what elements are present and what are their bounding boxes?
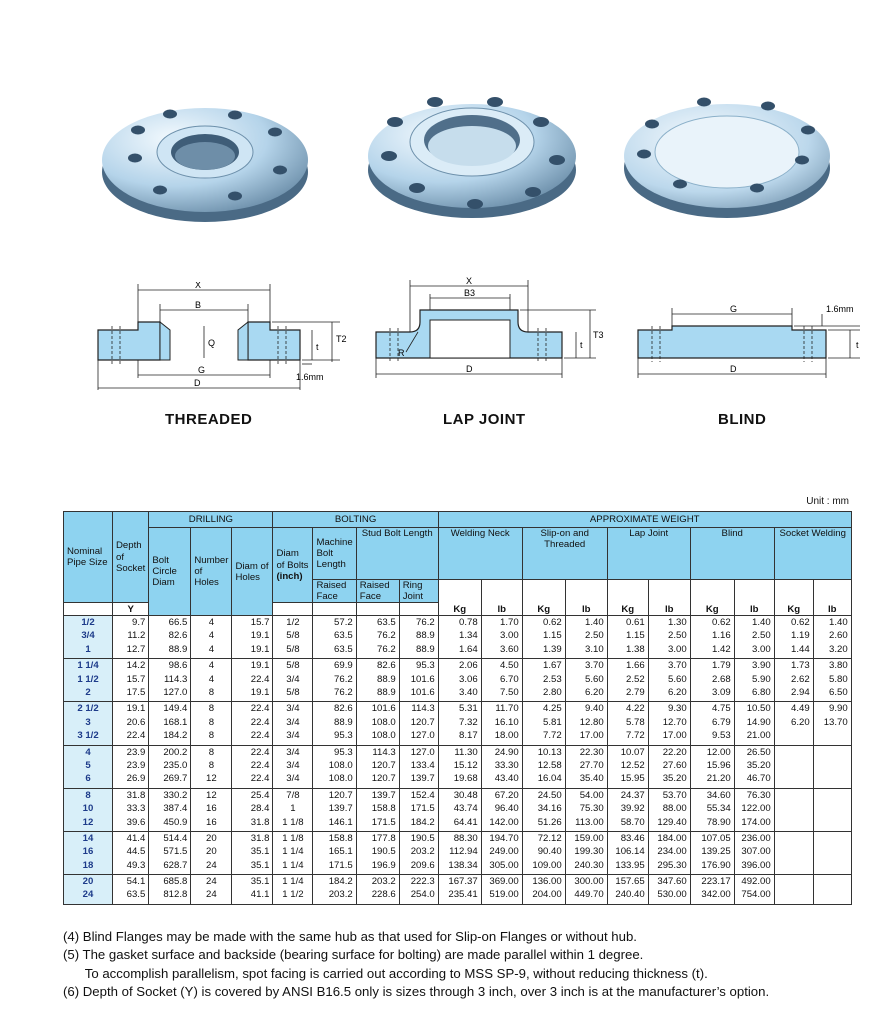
header-lb: lb bbox=[481, 580, 522, 616]
blind-drawing bbox=[632, 302, 872, 387]
cell-num-holes: 8 8 8 bbox=[191, 702, 232, 745]
cell-wn-lb: 24.90 33.30 43.40 bbox=[481, 745, 522, 788]
footnotes bbox=[63, 928, 769, 1002]
cell-bl-lb: 236.00 307.00 396.00 bbox=[734, 831, 774, 874]
cell-so-lb: 9.40 12.80 17.00 bbox=[565, 702, 607, 745]
cell-bolt-circle: 514.4 571.5 628.7 bbox=[149, 831, 191, 874]
cell-stud-rj: 127.0 133.4 139.7 bbox=[399, 745, 438, 788]
cell-wn-kg: 88.30 112.94 138.34 bbox=[438, 831, 481, 874]
cell-wn-kg: 30.48 43.74 64.41 bbox=[438, 788, 481, 831]
cell-wn-kg: 2.06 3.06 3.40 bbox=[438, 659, 481, 702]
cell-wn-lb: 369.00 519.00 bbox=[481, 875, 522, 905]
lap-joint-drawing bbox=[370, 276, 610, 391]
cell-wn-lb: 11.70 16.10 18.00 bbox=[481, 702, 522, 745]
header-approx-weight: APPROXIMATE WEIGHT bbox=[438, 512, 851, 528]
cell-machine-bolt: 158.8 165.1 171.5 bbox=[313, 831, 356, 874]
table-row-group bbox=[64, 831, 852, 874]
cell-depth: 54.1 63.5 bbox=[113, 875, 149, 905]
cell-diam-bolts: 5/8 3/4 5/8 bbox=[273, 659, 313, 702]
blind-flange-photo bbox=[622, 96, 832, 221]
header-machine-bolt: Machine Bolt Length bbox=[313, 528, 356, 580]
cell-so-lb: 54.00 75.30 113.00 bbox=[565, 788, 607, 831]
cell-lj-lb: 184.00 234.00 295.30 bbox=[648, 831, 690, 874]
cell-bl-kg: 34.60 55.34 78.90 bbox=[690, 788, 734, 831]
cell-stud-rf: 63.5 76.2 76.2 bbox=[356, 616, 399, 659]
cell-sw-lb: 9.90 13.70 bbox=[813, 702, 851, 745]
label-d: D bbox=[194, 378, 201, 388]
cell-sw-kg bbox=[774, 831, 813, 874]
cell-diam-holes: 19.1 22.4 19.1 bbox=[232, 659, 273, 702]
label-t2: T2 bbox=[336, 334, 347, 344]
lap-joint-flange-photo bbox=[365, 92, 580, 222]
cell-bolt-circle: 685.8 812.8 bbox=[149, 875, 191, 905]
header-lb: lb bbox=[648, 580, 690, 616]
cell-lj-kg: 0.61 1.15 1.38 bbox=[607, 616, 648, 659]
table-row-group bbox=[64, 702, 852, 745]
cell-diam-holes: 25.4 28.4 31.8 bbox=[232, 788, 273, 831]
header-slip-on: Slip-on and Threaded bbox=[522, 528, 607, 580]
cell-stud-rj: 95.3 101.6 101.6 bbox=[399, 659, 438, 702]
cell-lj-kg: 157.65 240.40 bbox=[607, 875, 648, 905]
cell-bl-lb: 3.90 5.90 6.80 bbox=[734, 659, 774, 702]
caption-threaded: THREADED bbox=[165, 411, 253, 428]
cell-stud-rf: 114.3 120.7 120.7 bbox=[356, 745, 399, 788]
header-diam-bolts: Diam of Bolts (inch) bbox=[273, 528, 313, 603]
cell-wn-kg: 5.31 7.32 8.17 bbox=[438, 702, 481, 745]
cell-size: 2 1/2 3 3 1/2 bbox=[64, 702, 113, 745]
label-t: t bbox=[316, 342, 319, 352]
cell-wn-lb: 67.20 96.40 142.00 bbox=[481, 788, 522, 831]
cell-bolt-circle: 98.6 114.3 127.0 bbox=[149, 659, 191, 702]
header-welding-neck: Welding Neck bbox=[438, 528, 522, 580]
cell-lj-lb: 347.60 530.00 bbox=[648, 875, 690, 905]
cell-bl-lb: 26.50 35.20 46.70 bbox=[734, 745, 774, 788]
cell-wn-kg: 167.37 235.41 bbox=[438, 875, 481, 905]
cell-sw-kg: 1.73 2.62 2.94 bbox=[774, 659, 813, 702]
cell-bl-kg: 12.00 15.96 21.20 bbox=[690, 745, 734, 788]
cell-sw-lb: 1.40 2.60 3.20 bbox=[813, 616, 851, 659]
cell-num-holes: 4 4 8 bbox=[191, 659, 232, 702]
cell-so-lb: 3.70 5.60 6.20 bbox=[565, 659, 607, 702]
cell-bl-kg: 1.79 2.68 3.09 bbox=[690, 659, 734, 702]
table-row-group bbox=[64, 659, 852, 702]
cell-so-kg: 24.50 34.16 51.26 bbox=[522, 788, 565, 831]
cell-so-kg: 4.25 5.81 7.72 bbox=[522, 702, 565, 745]
cell-machine-bolt: 95.3 108.0 108.0 bbox=[313, 745, 356, 788]
cell-diam-holes: 31.8 35.1 35.1 bbox=[232, 831, 273, 874]
cell-size: 8 10 12 bbox=[64, 788, 113, 831]
cell-stud-rj: 222.3 254.0 bbox=[399, 875, 438, 905]
cell-depth: 19.1 20.6 22.4 bbox=[113, 702, 149, 745]
label-gap: 1.6mm bbox=[296, 372, 324, 382]
header-drilling: DRILLING bbox=[149, 512, 273, 528]
caption-blind: BLIND bbox=[718, 411, 767, 428]
cell-num-holes: 4 4 4 bbox=[191, 616, 232, 659]
header-stud-bolt: Stud Bolt Length bbox=[356, 528, 438, 580]
cell-so-kg: 1.67 2.53 2.80 bbox=[522, 659, 565, 702]
cell-depth: 9.7 11.2 12.7 bbox=[113, 616, 149, 659]
cell-sw-lb bbox=[813, 788, 851, 831]
cell-machine-bolt: 57.2 63.5 63.5 bbox=[313, 616, 356, 659]
header-kg: Kg bbox=[522, 580, 565, 616]
cell-num-holes: 20 20 24 bbox=[191, 831, 232, 874]
cell-lj-lb: 1.30 2.50 3.00 bbox=[648, 616, 690, 659]
header-lap-joint: Lap Joint bbox=[607, 528, 690, 580]
cell-lj-lb: 53.70 88.00 129.40 bbox=[648, 788, 690, 831]
header-bolting: BOLTING bbox=[273, 512, 438, 528]
cell-sw-lb bbox=[813, 875, 851, 905]
header-diam-holes: Diam of Holes bbox=[232, 528, 273, 616]
cell-bl-kg: 4.75 6.79 9.53 bbox=[690, 702, 734, 745]
label-q: Q bbox=[208, 338, 216, 348]
threaded-drawing bbox=[90, 282, 360, 402]
cell-bolt-circle: 149.4 168.1 184.2 bbox=[149, 702, 191, 745]
cell-lj-kg: 4.22 5.78 7.72 bbox=[607, 702, 648, 745]
cell-wn-lb: 1.70 3.00 3.60 bbox=[481, 616, 522, 659]
cell-machine-bolt: 120.7 139.7 146.1 bbox=[313, 788, 356, 831]
cell-lj-lb: 9.30 12.70 17.00 bbox=[648, 702, 690, 745]
cell-stud-rf: 101.6 108.0 108.0 bbox=[356, 702, 399, 745]
cell-stud-rf: 82.6 88.9 88.9 bbox=[356, 659, 399, 702]
cell-sw-lb: 3.80 5.80 6.50 bbox=[813, 659, 851, 702]
label-b3: B3 bbox=[464, 288, 476, 298]
cell-wn-kg: 0.78 1.34 1.64 bbox=[438, 616, 481, 659]
label-g: G bbox=[198, 365, 206, 375]
header-kg: Kg bbox=[690, 580, 734, 616]
label-x: X bbox=[466, 276, 473, 286]
cell-sw-kg bbox=[774, 788, 813, 831]
cell-size: 14 16 18 bbox=[64, 831, 113, 874]
note-4: (4) Blind Flanges may be made with the same hub as that used for Slip-on Flanges or without hub. bbox=[63, 929, 637, 944]
cell-bl-lb: 492.00 754.00 bbox=[734, 875, 774, 905]
caption-lap-joint: LAP JOINT bbox=[443, 411, 526, 428]
header-blind: Blind bbox=[690, 528, 774, 580]
cell-bl-lb: 76.30 122.00 174.00 bbox=[734, 788, 774, 831]
cell-num-holes: 24 24 bbox=[191, 875, 232, 905]
cell-sw-kg bbox=[774, 875, 813, 905]
header-lb: lb bbox=[813, 580, 851, 616]
cell-lj-lb: 3.70 5.60 6.20 bbox=[648, 659, 690, 702]
cell-diam-bolts: 1/2 5/8 5/8 bbox=[273, 616, 313, 659]
table-row-group bbox=[64, 788, 852, 831]
header-num-holes: Number of Holes bbox=[191, 528, 232, 616]
label-x: X bbox=[195, 282, 202, 290]
label-d: D bbox=[466, 364, 473, 374]
cell-wn-kg: 11.30 15.12 19.68 bbox=[438, 745, 481, 788]
table-row-group bbox=[64, 875, 852, 905]
cell-diam-bolts: 1 1/8 1 1/4 1 1/4 bbox=[273, 831, 313, 874]
cell-wn-lb: 4.50 6.70 7.50 bbox=[481, 659, 522, 702]
cell-so-lb: 22.30 27.70 35.40 bbox=[565, 745, 607, 788]
cell-bl-kg: 107.05 139.25 176.90 bbox=[690, 831, 734, 874]
cell-diam-bolts: 3/4 3/4 3/4 bbox=[273, 702, 313, 745]
cell-num-holes: 8 8 12 bbox=[191, 745, 232, 788]
cell-sw-lb bbox=[813, 745, 851, 788]
label-g: G bbox=[730, 304, 738, 314]
table-row-group bbox=[64, 745, 852, 788]
cell-diam-holes: 35.1 41.1 bbox=[232, 875, 273, 905]
label-gap: 1.6mm bbox=[826, 304, 854, 314]
cell-bolt-circle: 200.2 235.0 269.7 bbox=[149, 745, 191, 788]
cell-bl-kg: 0.62 1.16 1.42 bbox=[690, 616, 734, 659]
note-6: (6) Depth of Socket (Y) is covered by ANSI B16.5 only is sizes through 3 inch, over 3 inch is at the manufacturer’s option. bbox=[63, 984, 770, 1000]
label-d: D bbox=[730, 364, 737, 374]
cell-stud-rf: 177.8 190.5 196.9 bbox=[356, 831, 399, 874]
label-t3: T3 bbox=[593, 330, 604, 340]
header-kg: Kg bbox=[438, 580, 481, 616]
table-row-group bbox=[64, 616, 852, 659]
header-nominal: Nominal Pipe Size bbox=[64, 512, 113, 603]
cell-diam-holes: 22.4 22.4 22.4 bbox=[232, 702, 273, 745]
label-t: t bbox=[856, 340, 859, 350]
cell-lj-kg: 24.37 39.92 58.70 bbox=[607, 788, 648, 831]
cell-so-kg: 136.00 204.00 bbox=[522, 875, 565, 905]
label-t: t bbox=[580, 340, 583, 350]
cell-bl-lb: 10.50 14.90 21.00 bbox=[734, 702, 774, 745]
cell-wn-lb: 194.70 249.00 305.00 bbox=[481, 831, 522, 874]
cell-so-lb: 159.00 199.30 240.30 bbox=[565, 831, 607, 874]
unit-label: Unit : mm bbox=[806, 496, 849, 507]
cell-lj-kg: 10.07 12.52 15.95 bbox=[607, 745, 648, 788]
cell-depth: 23.9 23.9 26.9 bbox=[113, 745, 149, 788]
cell-diam-holes: 15.7 19.1 19.1 bbox=[232, 616, 273, 659]
note-5-cont: To accomplish parallelism, spot facing is carried out according to MSS SP-9, without reducing thickness (t). bbox=[63, 965, 708, 981]
cell-diam-bolts: 1 1/4 1 1/2 bbox=[273, 875, 313, 905]
label-b: B bbox=[195, 300, 202, 310]
cell-stud-rj: 190.5 203.2 209.6 bbox=[399, 831, 438, 874]
cell-so-kg: 0.62 1.15 1.39 bbox=[522, 616, 565, 659]
threaded-flange-photo bbox=[100, 100, 310, 225]
cell-machine-bolt: 184.2 203.2 bbox=[313, 875, 356, 905]
cell-so-kg: 10.13 12.58 16.04 bbox=[522, 745, 565, 788]
cell-machine-bolt: 69.9 76.2 76.2 bbox=[313, 659, 356, 702]
cell-sw-lb bbox=[813, 831, 851, 874]
header-lb: lb bbox=[565, 580, 607, 616]
cell-lj-lb: 22.20 27.60 35.20 bbox=[648, 745, 690, 788]
cell-bolt-circle: 66.5 82.6 88.9 bbox=[149, 616, 191, 659]
header-kg: Kg bbox=[607, 580, 648, 616]
flange-spec-table bbox=[63, 511, 852, 905]
cell-bl-lb: 1.40 2.50 3.00 bbox=[734, 616, 774, 659]
header-bolt-circle: Bolt Circle Diam bbox=[149, 528, 191, 616]
cell-size: 1/2 3/4 1 bbox=[64, 616, 113, 659]
cell-lj-kg: 1.66 2.52 2.79 bbox=[607, 659, 648, 702]
cell-bolt-circle: 330.2 387.4 450.9 bbox=[149, 788, 191, 831]
cell-machine-bolt: 82.6 88.9 95.3 bbox=[313, 702, 356, 745]
cell-stud-rj: 114.3 120.7 127.0 bbox=[399, 702, 438, 745]
cell-bl-kg: 223.17 342.00 bbox=[690, 875, 734, 905]
cell-sw-kg bbox=[774, 745, 813, 788]
cell-sw-kg: 4.49 6.20 bbox=[774, 702, 813, 745]
cell-depth: 14.2 15.7 17.5 bbox=[113, 659, 149, 702]
cell-so-lb: 300.00 449.70 bbox=[565, 875, 607, 905]
header-socket-welding: Socket Welding bbox=[774, 528, 851, 580]
cell-num-holes: 12 16 16 bbox=[191, 788, 232, 831]
cell-depth: 31.8 33.3 39.6 bbox=[113, 788, 149, 831]
cell-so-kg: 72.12 90.40 109.00 bbox=[522, 831, 565, 874]
header-raised-face-1: Raised Face bbox=[313, 580, 356, 603]
header-depth: Depth of Socket bbox=[113, 512, 149, 603]
header-ring-joint: Ring Joint bbox=[399, 580, 438, 603]
cell-diam-holes: 22.4 22.4 22.4 bbox=[232, 745, 273, 788]
cell-diam-bolts: 7/8 1 1 1/8 bbox=[273, 788, 313, 831]
header-kg: Kg bbox=[774, 580, 813, 616]
note-5: (5) The gasket surface and backside (bearing surface for bolting) are made parallel within 1 degree. bbox=[63, 947, 644, 963]
label-r: R bbox=[398, 348, 405, 358]
cell-stud-rf: 203.2 228.6 bbox=[356, 875, 399, 905]
cell-stud-rj: 152.4 171.5 184.2 bbox=[399, 788, 438, 831]
header-raised-face-2: Raised Face bbox=[356, 580, 399, 603]
header-depth-sym: Y bbox=[113, 603, 149, 616]
cell-so-lb: 1.40 2.50 3.10 bbox=[565, 616, 607, 659]
cell-stud-rj: 76.2 88.9 88.9 bbox=[399, 616, 438, 659]
cell-sw-kg: 0.62 1.19 1.44 bbox=[774, 616, 813, 659]
cell-size: 1 1/4 1 1/2 2 bbox=[64, 659, 113, 702]
cell-depth: 41.4 44.5 49.3 bbox=[113, 831, 149, 874]
cell-size: 4 5 6 bbox=[64, 745, 113, 788]
cell-size: 20 24 bbox=[64, 875, 113, 905]
cell-lj-kg: 83.46 106.14 133.95 bbox=[607, 831, 648, 874]
header-lb: lb bbox=[734, 580, 774, 616]
cell-diam-bolts: 3/4 3/4 3/4 bbox=[273, 745, 313, 788]
cell-stud-rf: 139.7 158.8 171.5 bbox=[356, 788, 399, 831]
